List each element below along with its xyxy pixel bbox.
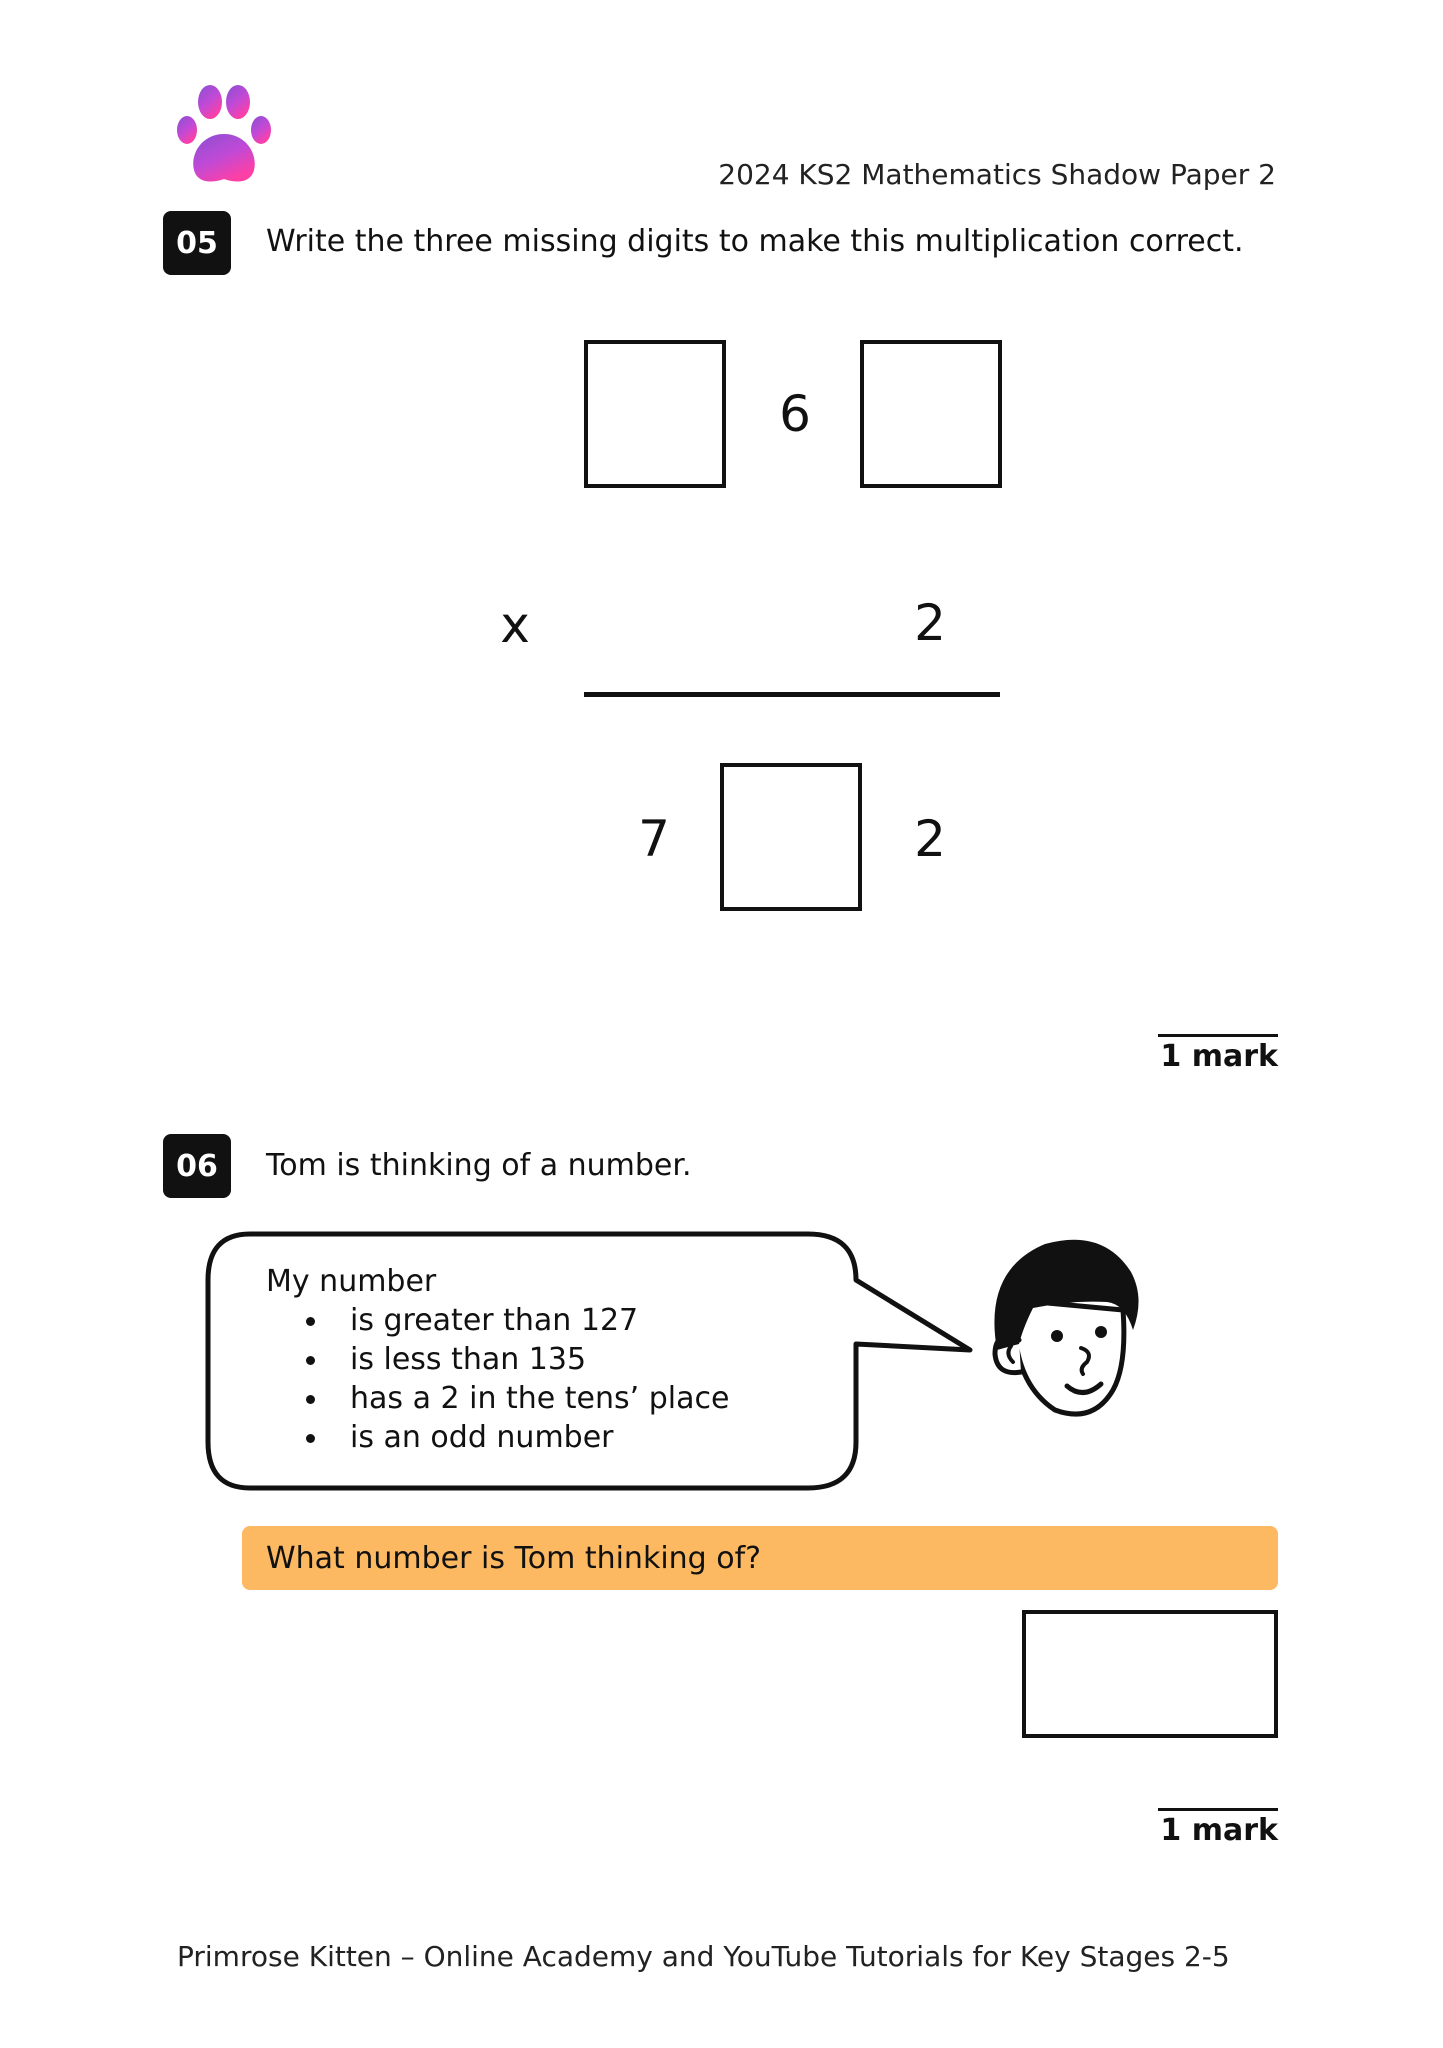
boy-face-icon (975, 1230, 1145, 1430)
question-05-text: Write the three missing digits to make this multiplication correct. (266, 224, 1244, 259)
question-number-05: 05 (163, 211, 231, 275)
question-06-mark: 1 mark (1158, 1808, 1278, 1848)
speech-bubble-content (266, 1262, 729, 1457)
footer-text: Primrose Kitten – Online Academy and YouTube Tutorials for Key Stages 2-5 (177, 1940, 1230, 1973)
paper-title: 2024 KS2 Mathematics Shadow Paper 2 (718, 158, 1276, 191)
answer-box[interactable] (1022, 1610, 1278, 1738)
clue-item: has a 2 in the tens’ place (266, 1379, 729, 1418)
question-06-text: Tom is thinking of a number. (266, 1148, 692, 1183)
question-05-mark: 1 mark (1158, 1034, 1278, 1074)
question-06-prompt: What number is Tom thinking of? (242, 1526, 1278, 1590)
digit-tens: 6 (779, 385, 811, 443)
clue-item: is greater than 127 (266, 1301, 729, 1340)
paw-print-icon (176, 84, 272, 186)
bubble-intro: My number (266, 1264, 437, 1299)
clue-list (266, 1301, 729, 1457)
clue-item: is less than 135 (266, 1340, 729, 1379)
missing-digit-box-ones[interactable] (860, 340, 1002, 488)
multiplier-digit: 2 (914, 594, 946, 652)
missing-digit-box-hundreds[interactable] (584, 340, 726, 488)
clue-item: is an odd number (266, 1418, 729, 1457)
question-number-06: 06 (163, 1134, 231, 1198)
answer-line (584, 692, 1000, 697)
result-digit-ones: 2 (914, 810, 946, 868)
multiply-sign: x (500, 596, 530, 654)
missing-digit-box-result-tens[interactable] (720, 763, 862, 911)
result-digit-hundreds: 7 (638, 810, 670, 868)
